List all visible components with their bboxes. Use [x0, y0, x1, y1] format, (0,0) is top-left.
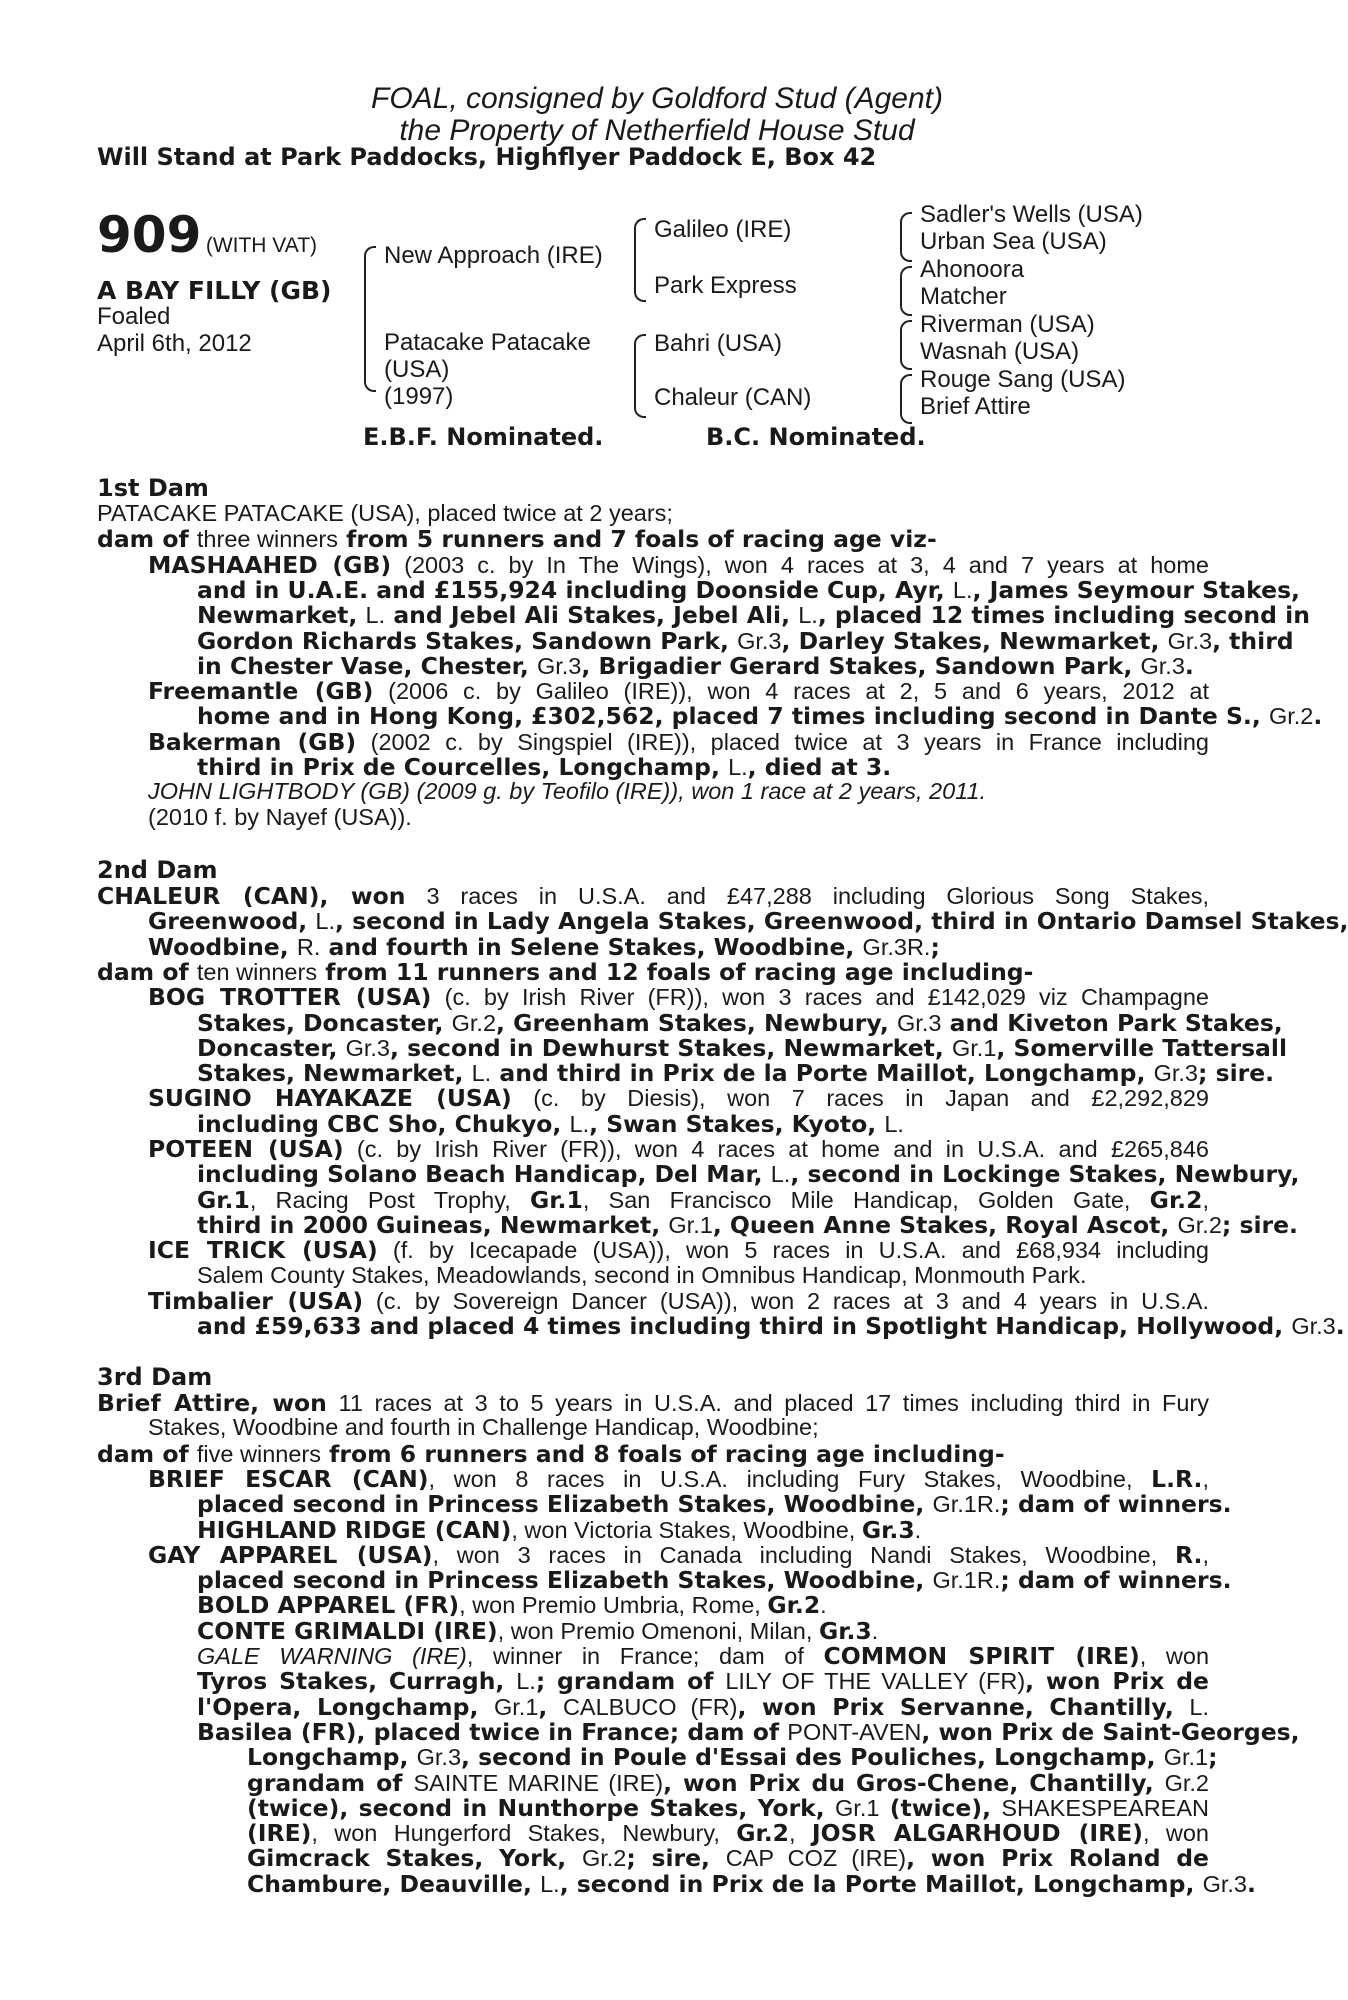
line-segment: , Queen Anne Stakes, Royal Ascot, [712, 1210, 1178, 1239]
line-segment: L. [798, 602, 818, 629]
second-dam-line [97, 882, 1209, 910]
line-segment: Brief Attire, won [97, 1389, 327, 1417]
line-segment: ICE TRICK (USA) [148, 1236, 378, 1265]
first-dam-line [97, 525, 1209, 553]
line-segment: , won Premio Umbria, Rome, [459, 1592, 768, 1619]
pedigree-dss: Riverman (USA) [920, 311, 1095, 338]
line-segment: GALE WARNING (IRE) [197, 1643, 467, 1669]
line-segment: L.R. [1151, 1464, 1203, 1493]
line-segment: , second in Prix de la Porte Maillot, Longchamp, [559, 1869, 1203, 1898]
line-segment: ; sire. [1221, 1210, 1298, 1239]
pedigree-ddd: Brief Attire [920, 393, 1031, 420]
first-dam-line [148, 778, 1209, 805]
line-segment: L. [770, 1161, 791, 1188]
first-dam-line [148, 677, 1209, 705]
line-segment: (IRE) [247, 1819, 312, 1848]
g3-bracket-3b [900, 344, 912, 370]
line-segment: Gr.1 [197, 1185, 250, 1214]
line-segment: , Somerville Tattersall [996, 1033, 1288, 1062]
line-segment: Gr.3 [861, 1515, 915, 1544]
line-segment: Gr.3 [1291, 1313, 1336, 1340]
line-segment: and £59,633 and placed 4 times including third in Spotlight Handicap, Hollywood, [197, 1312, 1292, 1341]
second-dam-line [148, 983, 1209, 1011]
line-segment: CAP COZ (IRE) [725, 1845, 907, 1872]
line-segment: , James Seymour Stakes, [972, 575, 1300, 604]
line-segment: CALBUCO (FR) [562, 1693, 738, 1720]
line-segment: Gr.3 [416, 1744, 462, 1771]
line-segment: Gr.1 [1163, 1744, 1209, 1771]
second-dam-line [197, 1008, 1283, 1037]
line-segment: . [1184, 651, 1194, 680]
line-segment: 3 races in U.S.A. and £47,288 including Glorious Song Stakes, [405, 883, 1210, 909]
line-segment: and third in Prix de la Porte Maillot, Longchamp, [491, 1059, 1154, 1088]
line-segment: , third [1212, 626, 1294, 655]
line-segment: Gr.1 [494, 1693, 539, 1720]
line-segment: , won Premio Omenoni, Milan, [497, 1617, 819, 1644]
line-segment: Freemantle (GB) [148, 677, 374, 706]
third-dam-line [97, 1440, 1209, 1468]
line-segment: Gr.1 [835, 1794, 880, 1821]
line-segment: BOG TROTTER (USA) [148, 983, 432, 1012]
line-segment: , San Francisco Mile Handicap, Golden Gate, [582, 1186, 1150, 1213]
first-dam-line [197, 702, 1323, 731]
line-segment: . [1313, 702, 1323, 731]
line-segment: and Kiveton Park Stakes, [941, 1008, 1283, 1037]
line-segment: l'Opera, Longchamp, [197, 1692, 494, 1721]
third-dam-line [247, 1869, 1256, 1898]
property-line: the Property of Netherfield House Stud [399, 114, 915, 147]
line-segment: , [1202, 1465, 1210, 1492]
second-dam-line [197, 1186, 1209, 1214]
line-segment: ; [1208, 1743, 1218, 1772]
line-segment: Gr.2 [451, 1009, 497, 1036]
first-dam-line [148, 804, 1209, 831]
line-segment: , second in Dewhurst Stakes, Newmarket, [390, 1033, 952, 1062]
first-dam-line [148, 551, 1209, 579]
g3-bracket-1b [900, 236, 912, 262]
line-segment: COMMON SPIRIT (IRE) [823, 1642, 1140, 1670]
pedigree-sdd: Matcher [920, 283, 1007, 310]
third-dam-line [197, 1591, 1209, 1619]
line-segment: in Chester Vase, Chester, [197, 651, 537, 680]
line-segment: dam of [97, 957, 197, 986]
first-dam-line [197, 601, 1310, 630]
third-dam-line [247, 1743, 1218, 1772]
line-segment: PONT-AVEN [787, 1718, 922, 1745]
vat-note: (WITH VAT) [205, 234, 318, 257]
line-segment: . [914, 1516, 922, 1543]
line-segment: Gr.2 [1164, 1769, 1209, 1796]
line-segment: ; sire. [1198, 1059, 1275, 1088]
line-segment: , second in Lockinge Stakes, Newbury, [790, 1160, 1300, 1189]
line-segment: . [820, 1592, 827, 1619]
line-segment: Gr.1 [668, 1211, 713, 1238]
line-segment: Gr.3 [1140, 652, 1185, 679]
line-segment: Newmarket, [197, 601, 366, 630]
line-segment: and Jebel Ali Stakes, Jebel Ali, [385, 601, 799, 630]
line-segment: , Darley Stakes, Newmarket, [781, 626, 1168, 655]
third-dam-line [148, 1414, 1209, 1441]
second-dam-line [148, 1287, 1209, 1315]
line-segment: , won Prix du Gros-Chene, Chantilly, [663, 1768, 1165, 1797]
consignor-line: FOAL, consigned by Goldford Stud (Agent) [371, 82, 943, 115]
third-dam-line [247, 1794, 1209, 1822]
first-dam-line [197, 753, 1209, 781]
g3-bracket-4a [900, 374, 912, 400]
second-dam-line [148, 1236, 1209, 1264]
third-dam-line [197, 1490, 1232, 1519]
line-segment: L. [1189, 1693, 1209, 1720]
line-segment: , winner in France; dam of [466, 1643, 824, 1669]
line-segment: (c. by Irish River (FR)), won 3 races and £142,029 viz Champagne [431, 984, 1209, 1011]
line-segment: SHAKESPEAREAN [1001, 1794, 1209, 1821]
line-segment: Greenwood, [148, 907, 316, 936]
third-dam-line [148, 1465, 1209, 1493]
dam-dam-bracket [634, 376, 646, 418]
second-dam-line [148, 1135, 1209, 1163]
third-dam-line [148, 1541, 1209, 1569]
dam-bracket [364, 306, 376, 392]
pedigree-sire: New Approach (IRE) [384, 242, 603, 269]
line-segment: grandam of [247, 1768, 414, 1797]
line-segment: ; sire, [626, 1844, 726, 1873]
line-segment: , Greenham Stakes, Newbury, [496, 1008, 898, 1037]
foaled-label: Foaled [97, 303, 171, 330]
line-segment: Bakerman (GB) [148, 727, 357, 756]
line-segment: and in U.A.E. and £155,924 including Doonside Cup, Ayr, [197, 575, 953, 604]
line-segment: (twice), second in Nunthorpe Stakes, York, [247, 1793, 836, 1822]
line-segment: HIGHLAND RIDGE (CAN) [197, 1515, 512, 1544]
line-segment: , won [1139, 1643, 1210, 1669]
line-segment: Gr.1 [530, 1185, 583, 1214]
line-segment: Stakes, Woodbine and fourth in Challenge Handicap, Woodbine; [148, 1414, 819, 1441]
line-segment: (c. by Diesis), won 7 races in Japan and £2,292,829 [511, 1085, 1210, 1112]
line-segment: , won Prix Servanne, Chantilly, [737, 1692, 1190, 1721]
third-dam-line [197, 1617, 1209, 1645]
line-segment: third in Prix de Courcelles, Longchamp, [197, 753, 729, 781]
line-segment: Gr.3 [345, 1034, 390, 1061]
line-segment: , Brigadier Gerard Stakes, Sandown Park, [581, 651, 1141, 680]
g3-bracket-2b [900, 290, 912, 316]
line-segment: Gr.2 [1268, 703, 1314, 730]
second-dam-line [197, 1262, 1209, 1289]
second-dam-line [97, 958, 1209, 986]
line-segment: Gr.3 [737, 627, 782, 654]
second-dam-line [148, 933, 1209, 961]
line-segment: , won 8 races in U.S.A. including Fury Stakes, Woodbine, [428, 1465, 1152, 1492]
line-segment: Gr.3 [818, 1616, 872, 1645]
pedigree-dam-sire: Bahri (USA) [654, 330, 783, 357]
line-segment: Tyros Stakes, Curragh, [197, 1667, 517, 1696]
line-segment: Gr.3 [1202, 1870, 1247, 1897]
second-dam-line [197, 1160, 1300, 1189]
bc-nominated: B.C. Nominated. [706, 423, 926, 451]
pedigree-dam-dam: Chaleur (CAN) [654, 384, 812, 411]
line-segment: Gr.1R. [932, 1491, 1001, 1518]
line-segment: (2003 c. by In The Wings), won 4 races at 3, 4 and 7 years at home [391, 551, 1209, 578]
g3-bracket-3a [900, 320, 912, 346]
line-segment: Timbalier (USA) [148, 1286, 364, 1315]
line-segment: , won 3 races in Canada including Nandi Stakes, Woodbine, [432, 1541, 1175, 1568]
line-segment: Gr.2 [1149, 1185, 1203, 1214]
line-segment: . [871, 1617, 879, 1644]
line-segment: LILY OF THE VALLEY (FR) [725, 1668, 1026, 1695]
second-dam-line [197, 1033, 1288, 1062]
line-segment: GAY APPAREL (USA) [148, 1540, 433, 1569]
dam-sire-bracket [634, 334, 646, 378]
line-segment: Longchamp, [247, 1743, 417, 1772]
second-dam-line [197, 1110, 1209, 1138]
line-segment: , won Prix de Saint-Georges, [921, 1717, 1300, 1746]
line-segment: R. [1175, 1540, 1203, 1569]
third-dam-line [197, 1642, 1209, 1670]
second-dam-line [148, 907, 1348, 936]
first-dam-line [197, 575, 1300, 604]
foaled-date: April 6th, 2012 [97, 330, 252, 357]
line-segment: L. [728, 754, 748, 780]
line-segment: ; [930, 932, 940, 961]
line-segment: Gr.2 [767, 1591, 821, 1620]
line-segment: Gr.3 [1153, 1060, 1199, 1087]
line-segment: Gr.3R. [862, 933, 931, 960]
stabling-line: Will Stand at Park Paddocks, Highflyer Paddock E, Box 42 [97, 143, 877, 171]
line-segment: , won Victoria Stakes, Woodbine, [511, 1516, 862, 1543]
pedigree-sss: Sadler's Wells (USA) [920, 201, 1143, 228]
lot-number: 909 [97, 206, 202, 264]
first-dam-line [197, 626, 1294, 655]
line-segment: CONTE GRIMALDI (IRE) [197, 1616, 498, 1645]
line-segment: , won Hungerford Stakes, Newbury, [311, 1820, 737, 1847]
line-segment: (2002 c. by Singspiel (IRE)), placed twice at 3 years in France including [356, 728, 1209, 755]
line-segment: CHALEUR (CAN), won [97, 882, 406, 910]
first-dam-heading: 1st Dam [97, 474, 209, 502]
line-segment: L. [952, 576, 973, 603]
first-dam-line [148, 728, 1209, 756]
line-segment: JOHN LIGHTBODY (GB) (2009 g. by Teofilo (IRE)), won 1 race at 2 years, 2011. [148, 778, 987, 805]
pedigree-dam-year: (1997) [384, 383, 454, 410]
line-segment: , Racing Post Trophy, [249, 1186, 530, 1213]
second-dam-line [197, 1312, 1345, 1341]
third-dam-line [197, 1566, 1232, 1595]
line-segment: third in 2000 Guineas, Newmarket, [197, 1210, 669, 1239]
line-segment: ; grandam of [535, 1667, 726, 1696]
line-segment: L. [516, 1668, 536, 1695]
ebf-nominated: E.B.F. Nominated. [363, 423, 604, 451]
line-segment: Stakes, Doncaster, [197, 1008, 452, 1037]
line-segment: BRIEF ESCAR (CAN) [148, 1464, 429, 1493]
pedigree-dds: Rouge Sang (USA) [920, 366, 1126, 393]
first-dam-line [197, 652, 1209, 680]
line-segment: , [538, 1692, 563, 1721]
line-segment: Woodbine, [148, 932, 297, 961]
line-segment: POTEEN (USA) [148, 1135, 344, 1163]
third-dam-line [247, 1819, 1209, 1847]
third-dam-line [247, 1844, 1209, 1872]
line-segment: Gordon Richards Stakes, Sandown Park, [197, 626, 738, 655]
line-segment: three winners [196, 526, 338, 553]
line-segment: Gr.3 [536, 652, 582, 679]
second-dam-line [197, 1210, 1298, 1239]
line-segment: placed second in Princess Elizabeth Stakes, Woodbine, [197, 1490, 933, 1519]
line-segment: (2006 c. by Galileo (IRE)), won 4 races at 2, 5 and 6 years, 2012 at [373, 678, 1209, 705]
line-segment: Gr.3 [897, 1009, 942, 1036]
line-segment: Gr.2 [736, 1819, 790, 1848]
line-segment: , died at 3. [747, 753, 892, 781]
line-segment: ten winners [196, 958, 318, 985]
line-segment: , [1202, 1541, 1209, 1568]
line-segment: (f. by Icecapade (USA)), won 5 races in U.S.A. and £68,934 including [377, 1237, 1209, 1264]
third-dam-heading: 3rd Dam [97, 1363, 213, 1391]
line-segment: MASHAAHED (GB) [148, 550, 392, 579]
third-dam-line [197, 1693, 1209, 1721]
line-segment: Gimcrack Stakes, York, [247, 1844, 582, 1873]
horse-name: A BAY FILLY (GB) [97, 276, 332, 305]
third-dam-line [197, 1667, 1209, 1695]
pedigree-sire-dam: Park Express [654, 272, 797, 299]
third-dam-line [247, 1769, 1209, 1797]
line-segment: from 11 runners and 12 foals of racing age including- [317, 957, 1034, 986]
line-segment: , won Prix de [1025, 1667, 1209, 1696]
line-segment: , [1202, 1186, 1209, 1213]
line-segment: from 6 runners and 8 foals of racing age including- [320, 1439, 1005, 1468]
line-segment: JOSR ALGARHOUD (IRE) [811, 1819, 1144, 1848]
line-segment: (c. by Sovereign Dancer (USA)), won 2 races at 3 and 4 years in U.S.A. [363, 1287, 1209, 1314]
third-dam-line [97, 1389, 1209, 1417]
line-segment: five winners [196, 1440, 321, 1467]
line-segment: , placed 12 times including second in [817, 601, 1310, 630]
pedigree-ssd: Urban Sea (USA) [920, 228, 1107, 255]
line-segment: . [1335, 1312, 1345, 1341]
sire-bracket [364, 246, 376, 308]
line-segment: Chambure, Deauville, [247, 1869, 541, 1898]
third-dam-line [197, 1717, 1300, 1746]
pedigree-dam-country: (USA) [384, 356, 450, 383]
line-segment: BOLD APPAREL (FR) [197, 1591, 460, 1620]
line-segment: L. [471, 1060, 492, 1087]
line-segment: , won Prix Roland de [906, 1844, 1209, 1873]
line-segment: (2010 f. by Nayef (USA)). [148, 803, 412, 830]
g3-bracket-1a [900, 212, 912, 238]
sire-sire-bracket [634, 218, 646, 262]
line-segment: (c. by Irish River (FR)), won 4 races at home and in U.S.A. and £265,846 [343, 1136, 1209, 1162]
g3-bracket-2a [900, 266, 912, 292]
line-segment: L. [315, 908, 336, 935]
line-segment: placed second in Princess Elizabeth Stakes, Woodbine, [197, 1566, 933, 1595]
line-segment: (twice), [879, 1793, 1002, 1822]
pedigree-sire-sire: Galileo (IRE) [654, 216, 792, 243]
line-segment: L. [540, 1870, 560, 1897]
line-segment: L. [365, 602, 386, 629]
line-segment: Gr.1R. [932, 1567, 1001, 1594]
sire-dam-bracket [634, 260, 646, 302]
line-segment: dam of [97, 1439, 197, 1468]
line-segment: dam of [97, 525, 197, 554]
line-segment: , Swan Stakes, Kyoto, [589, 1109, 885, 1138]
line-segment: Stakes, Newmarket, [197, 1059, 472, 1088]
third-dam-line [197, 1516, 1209, 1544]
line-segment: Basilea (FR), placed twice in France; dam of [197, 1717, 788, 1746]
line-segment: , [789, 1820, 812, 1847]
line-segment: 11 races at 3 to 5 years in U.S.A. and placed 17 times including third in Fury [326, 1390, 1209, 1416]
line-segment: L. [569, 1110, 590, 1137]
line-segment: Gr.2 [581, 1845, 627, 1872]
line-segment: , second in Lady Angela Stakes, Greenwood, third in Ontario Damsel Stakes, [335, 907, 1348, 936]
g3-bracket-4b [900, 398, 912, 424]
line-segment: SUGINO HAYAKAZE (USA) [148, 1084, 512, 1113]
line-segment: ; dam of winners. [1000, 1566, 1232, 1595]
lot-number-block [97, 206, 317, 264]
line-segment: ; dam of winners. [1000, 1490, 1232, 1519]
line-segment: . [1246, 1869, 1256, 1898]
line-segment: , won [1143, 1820, 1210, 1847]
line-segment: L. [884, 1110, 904, 1137]
line-segment: Gr.1 [952, 1034, 997, 1061]
line-segment: and fourth in Selene Stakes, Woodbine, [320, 932, 863, 961]
second-dam-heading: 2nd Dam [97, 856, 218, 884]
second-dam-line [148, 1084, 1209, 1112]
line-segment: Gr.3 [1167, 627, 1213, 654]
line-segment: from 5 runners and 7 foals of racing age viz- [337, 525, 937, 554]
pedigree-dam: Patacake Patacake [384, 329, 591, 356]
line-segment: Gr.2 [1177, 1211, 1222, 1238]
line-segment: R. [296, 933, 321, 960]
line-segment: PATACAKE PATACAKE (USA), placed twice at 2 years; [97, 500, 673, 526]
line-segment: Doncaster, [197, 1033, 346, 1062]
line-segment: , second in Poule d'Essai des Pouliches, Longchamp, [461, 1743, 1164, 1772]
line-segment: home and in Hong Kong, £302,562, placed 7 times including second in Dante S., [197, 702, 1269, 731]
pedigree-dsd: Wasnah (USA) [920, 338, 1080, 365]
line-segment: SAINTE MARINE (IRE) [413, 1769, 664, 1796]
first-dam-line [97, 500, 1209, 527]
line-segment: including CBC Sho, Chukyo, [197, 1109, 570, 1138]
pedigree-sds: Ahonoora [920, 256, 1025, 283]
line-segment: including Solano Beach Handicap, Del Mar, [197, 1160, 771, 1189]
second-dam-line [197, 1059, 1275, 1088]
line-segment: Salem County Stakes, Meadowlands, second in Omnibus Handicap, Monmouth Park. [197, 1261, 1087, 1288]
